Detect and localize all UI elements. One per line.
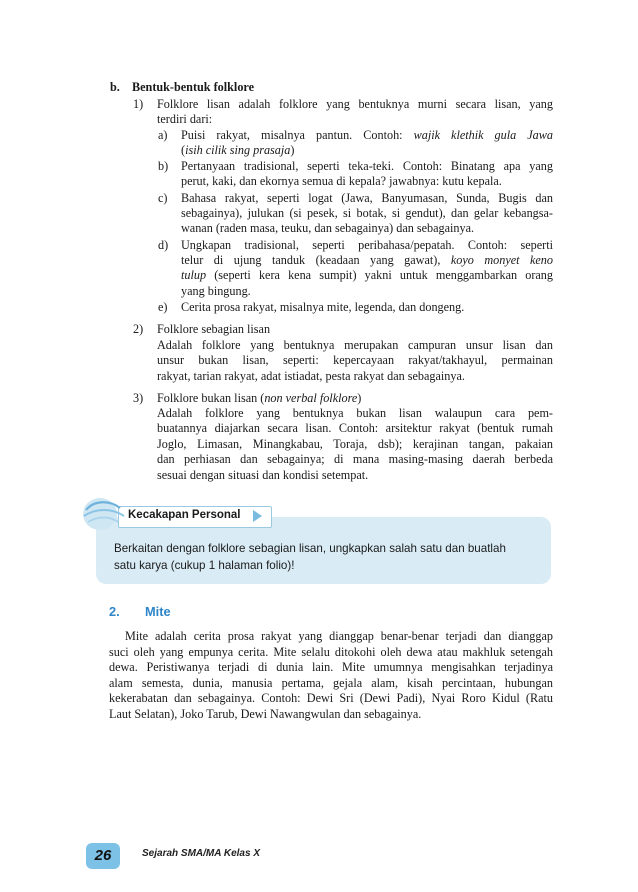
item3-line1: Adalah folklore yang bentuknya bukan lisan walaupun cara pem- <box>157 406 553 420</box>
item1c-line3: wanan (raden masa, teuku, dan sebagainya) dan sebagainya. <box>181 221 475 235</box>
arrow-right-icon <box>253 510 262 522</box>
kecakapan-personal-label: Kecakapan Personal <box>128 509 241 521</box>
section-b-title: Bentuk-bentuk folklore <box>132 80 255 94</box>
item3-line2: buatannya diajarkan secara lisan. Contoh: arsitektur rakyat (bentuk rumah <box>157 421 553 435</box>
item2-line2: unsur bukan lisan, seperti: kepercayaan rakyat/takhayul, permainan <box>157 353 553 367</box>
book-title: Sejarah SMA/MA Kelas X <box>142 848 261 859</box>
item1d-line1: Ungkapan tradisional, seperti peribahasa/pepatah. Contoh: seperti <box>181 238 553 252</box>
item1c-line1: Bahasa rakyat, seperti logat (Jawa, Banyumasan, Sunda, Bugis dan <box>181 191 553 205</box>
item1-line2: terdiri dari: <box>157 112 213 126</box>
item2-title: Folklore sebagian lisan <box>157 322 271 336</box>
item3-number: 3) <box>133 391 144 405</box>
mite-line: Mite adalah cerita prosa rakyat yang dianggap benar-benar terjadi dan dianggap <box>125 629 553 643</box>
item3-line5: sesuai dengan situasi dan kondisi setempat. <box>157 468 369 482</box>
item2-line1: Adalah folklore yang bentuknya merupakan campuran unsur lisan dan <box>157 338 553 352</box>
mite-title: Mite <box>145 604 171 619</box>
mite-line: suci oleh yang empunya cerita. Mite selalu ditokohi oleh dewa atau makhluk setengah <box>109 645 553 659</box>
section-b-label: b. <box>110 80 120 94</box>
item3-line3: Joglo, Limasan, Minangkabau, Toraja, dsb); kerajinan tangan, pakaian <box>157 437 553 451</box>
item1b-line2: perut, kaki, dan ekornya semua di kepala? jawabnya: kutu kepala. <box>181 174 502 188</box>
item1c-label: c) <box>158 191 168 205</box>
item1d-line2: telur di ujung tanduk (keadaan yang gawat), koyo monyet keno <box>181 253 553 267</box>
globe-swirl-icon <box>80 494 126 534</box>
item2-number: 2) <box>133 322 144 336</box>
item1-number: 1) <box>133 97 144 111</box>
item3-line4: dan perhiasan dan sebagainya; di mana masing-masing daerah berbeda <box>157 452 553 466</box>
kecakapan-line1: Berkaitan dengan folklore sebagian lisan, ungkapkan salah satu dan buatlah <box>114 542 506 555</box>
item1d-label: d) <box>158 238 169 252</box>
item1a-line2: (isih cilik sing prasaja) <box>181 143 295 157</box>
mite-line: dewa. Peristiwanya terjadi di dunia lain. Mite umumnya mengisahkan terjadinya <box>109 660 553 674</box>
item1a-line1: Puisi rakyat, misalnya pantun. Contoh: wajik klethik gula Jawa <box>181 128 553 142</box>
mite-line: Laut Selatan), Joko Tarub, Dewi Nawangwulan dan sebagainya. <box>109 707 422 721</box>
item1d-line4: yang bingung. <box>181 284 251 298</box>
item3-title: Folklore bukan lisan (non verbal folklore) <box>157 391 362 405</box>
mite-line: alam semesta, dunia, manusia pertama, gejala alam, kisah percintaan, hubungan <box>109 676 553 690</box>
mite-line: kekerabatan dan sebagainya. Contoh: Dewi Sri (Dewi Padi), Nyai Roro Kidul (Ratu <box>109 691 553 705</box>
mite-number: 2. <box>109 604 120 619</box>
item1a-label: a) <box>158 128 168 142</box>
item1e-line1: Cerita prosa rakyat, misalnya mite, legenda, dan dongeng. <box>181 300 465 314</box>
item1b-label: b) <box>158 159 169 173</box>
kecakapan-line2: satu karya (cukup 1 halaman folio)! <box>114 559 295 572</box>
item1c-line2: sebagainya), julukan (si pesek, si botak, si gendut), dan gelar kebangsa- <box>181 206 553 220</box>
item1d-line3: tulup (seperti kera kena sumpit) yakni untuk menggambarkan orang <box>181 268 553 282</box>
item2-line3: rakyat, tarian rakyat, adat istiadat, pesta rakyat dan sebagainya. <box>157 369 465 383</box>
item1-line1: Folklore lisan adalah folklore yang bentuknya murni secara lisan, yang <box>157 97 553 111</box>
page-number: 26 <box>94 847 112 864</box>
mite-heading <box>109 604 171 619</box>
item1b-line1: Pertanyaan tradisional, seperti teka-teki. Contoh: Binatang apa yang <box>181 159 553 173</box>
item1e-label: e) <box>158 300 168 314</box>
